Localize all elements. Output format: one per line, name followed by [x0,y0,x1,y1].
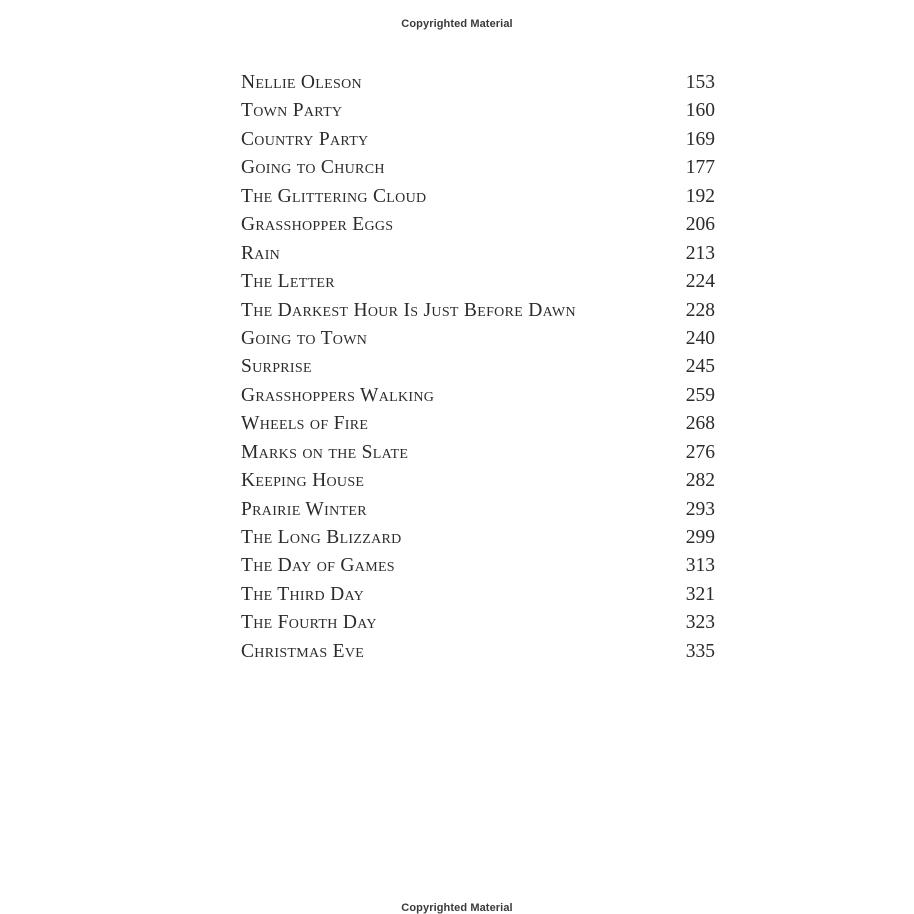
page-number: 228 [685,299,715,321]
toc-entry [241,240,715,268]
toc-entry [241,609,715,637]
toc-entry [241,552,715,580]
page-number: 259 [685,384,715,406]
table-of-contents [241,69,715,666]
page-number: 323 [685,612,715,634]
toc-entry [241,126,715,154]
page-number: 282 [685,470,715,492]
toc-entry [241,353,715,381]
chapter-title: Marks on the Slate [241,441,409,463]
page-number: 240 [685,327,715,349]
toc-entry [241,268,715,296]
page-number: 268 [685,413,715,435]
chapter-title: The Long Blizzard [241,527,402,548]
page-number: 293 [685,498,715,520]
chapter-title: Going to Town [241,327,368,349]
toc-entry [241,581,715,609]
page-number: 276 [685,441,715,463]
page-number: 245 [685,356,715,378]
page-number: 224 [685,271,715,293]
toc-entry [241,496,715,524]
chapter-title: Town Party [241,100,343,122]
toc-entry [241,325,715,353]
chapter-title: Grasshoppers Walking [241,384,435,406]
chapter-title: The Darkest Hour Is Just Before Dawn [241,299,576,321]
toc-entry [241,297,715,325]
chapter-title: Nellie Oleson [241,72,362,93]
chapter-title: Country Party [241,128,369,150]
page-number: 321 [685,583,715,605]
toc-entry [241,467,715,495]
toc-entry [241,524,715,552]
page-number: 177 [685,157,715,179]
toc-entry [241,439,715,467]
toc-entry [241,69,715,97]
chapter-title: Grasshopper Eggs [241,214,394,236]
chapter-title: The Letter [241,271,335,293]
page-number: 206 [685,214,715,236]
toc-entry [241,410,715,438]
chapter-title: Christmas Eve [241,640,365,662]
page-number: 299 [685,527,715,548]
chapter-title: Going to Church [241,157,385,179]
chapter-title: The Glittering Cloud [241,185,427,207]
chapter-title: Surprise [241,356,312,378]
toc-entry [241,154,715,182]
page-number: 313 [685,555,715,577]
chapter-title: Rain [241,242,281,264]
chapter-title: Prairie Winter [241,498,367,520]
copyright-notice-bottom: Copyrighted Material [401,902,513,914]
page-number: 335 [685,640,715,662]
toc-entry [241,638,715,666]
toc-entry [241,97,715,125]
chapter-title: The Day of Games [241,555,395,577]
page-number: 160 [685,100,715,122]
copyright-notice-top: Copyrighted Material [401,18,513,30]
page-number: 169 [685,128,715,150]
chapter-title: The Fourth Day [241,612,377,634]
chapter-title: The Third Day [241,583,365,605]
toc-entry [241,211,715,239]
page-number: 192 [685,185,715,207]
page-number: 213 [685,242,715,264]
toc-entry [241,183,715,211]
toc-entry [241,382,715,410]
chapter-title: Wheels of Fire [241,413,369,435]
page-number: 153 [685,72,715,93]
chapter-title: Keeping House [241,470,365,492]
